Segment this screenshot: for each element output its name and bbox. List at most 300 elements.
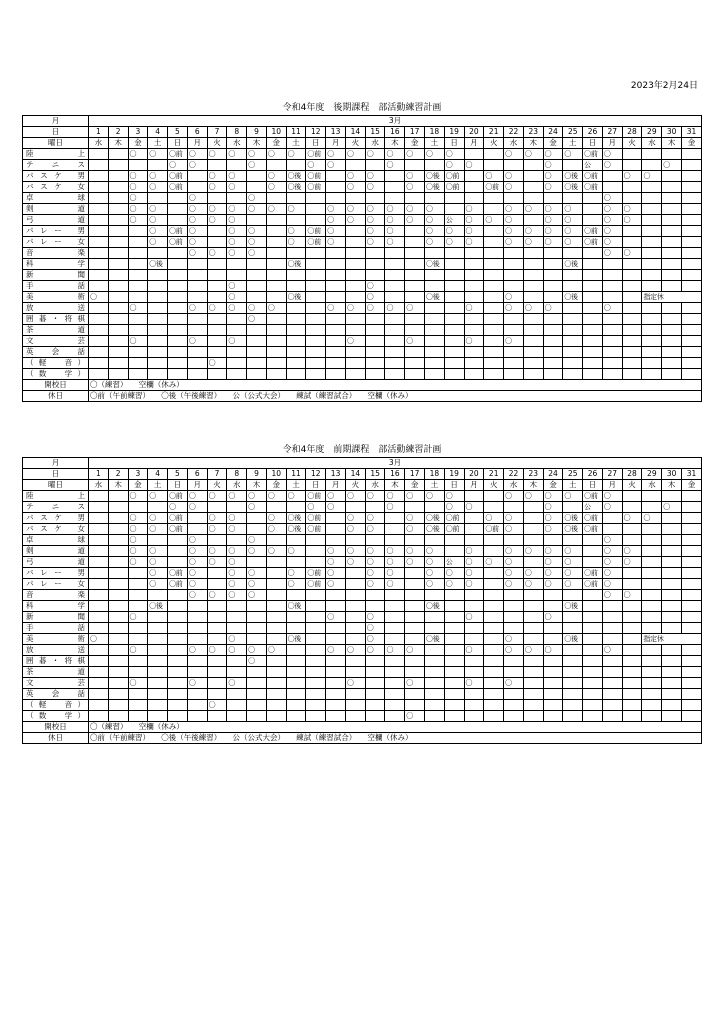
schedule-cell [108, 579, 128, 590]
club-row [23, 546, 702, 557]
schedule-cell [464, 193, 484, 204]
schedule-cell [286, 325, 306, 336]
schedule-cell: 〇 [504, 171, 524, 182]
schedule-cell [128, 226, 148, 237]
schedule-cell [187, 601, 207, 612]
club-name: 剣 道 [23, 204, 89, 215]
schedule-cell [207, 369, 227, 380]
schedule-cell [681, 667, 701, 678]
day-number: 17 [405, 127, 425, 138]
schedule-cell: 〇 [207, 303, 227, 314]
schedule-cell: 〇前 [168, 149, 188, 160]
club-row [23, 226, 702, 237]
schedule-cell: 〇 [227, 149, 247, 160]
schedule-cell: 〇 [128, 303, 148, 314]
weekday-name: 金 [681, 138, 701, 149]
schedule-cell [681, 325, 701, 336]
schedule-cell: 〇 [326, 237, 346, 248]
schedule-cell [662, 248, 682, 259]
schedule-cell [583, 711, 603, 722]
schedule-cell: 〇 [286, 237, 306, 248]
club-name: 囲碁・将棋 [23, 656, 89, 667]
schedule-cell [286, 358, 306, 369]
weekday-name: 木 [385, 138, 405, 149]
schedule-cell: 〇 [227, 215, 247, 226]
schedule-cell [108, 204, 128, 215]
schedule-cell [563, 303, 583, 314]
weekday-name: 月 [187, 138, 207, 149]
schedule-cell [207, 601, 227, 612]
schedule-cell [464, 623, 484, 634]
weekday-name: 金 [266, 480, 286, 491]
schedule-cell [286, 336, 306, 347]
schedule-cell [681, 336, 701, 347]
weekday-name: 木 [385, 480, 405, 491]
weekday-name: 土 [425, 480, 445, 491]
schedule-cell: 〇 [523, 226, 543, 237]
schedule-cell [227, 325, 247, 336]
schedule-cell [187, 667, 207, 678]
schedule-cell: 〇 [286, 204, 306, 215]
schedule-cell [168, 336, 188, 347]
schedule-cell: 〇 [345, 524, 365, 535]
schedule-cell [444, 314, 464, 325]
schedule-cell: 〇 [227, 491, 247, 502]
schedule-cell [187, 369, 207, 380]
schedule-cell: 〇 [504, 303, 524, 314]
schedule-cell [128, 689, 148, 700]
schedule-cell [108, 568, 128, 579]
schedule-cell [504, 700, 524, 711]
schedule-cell [108, 303, 128, 314]
schedule-cell: 〇 [247, 314, 267, 325]
day-number: 5 [168, 469, 188, 480]
weekday-name: 水 [504, 480, 524, 491]
schedule-cell [266, 689, 286, 700]
schedule-cell [642, 524, 662, 535]
schedule-cell [326, 656, 346, 667]
schedule-cell [444, 689, 464, 700]
schedule-cell [681, 612, 701, 623]
schedule-cell [662, 281, 682, 292]
schedule-cell [326, 336, 346, 347]
weekday-name: 火 [622, 480, 642, 491]
schedule-cell [148, 358, 168, 369]
club-name: （数 学） [23, 369, 89, 380]
schedule-cell: 〇 [128, 513, 148, 524]
schedule-cell [523, 667, 543, 678]
schedule-cell [642, 160, 662, 171]
schedule-cell: 〇 [385, 237, 405, 248]
day-number: 24 [543, 127, 563, 138]
schedule-cell [365, 193, 385, 204]
schedule-cell [89, 193, 109, 204]
schedule-cell: 〇後 [286, 634, 306, 645]
schedule-cell: 〇 [504, 336, 524, 347]
schedule-cell: 〇 [187, 557, 207, 568]
schedule-cell [484, 667, 504, 678]
schedule-cell [286, 656, 306, 667]
schedule-cell: 公 [583, 160, 603, 171]
schedule-cell [365, 270, 385, 281]
schedule-cell [385, 182, 405, 193]
schedule-cell [306, 645, 326, 656]
schedule-cell [187, 612, 207, 623]
schedule-cell: 〇 [365, 491, 385, 502]
schedule-cell: 〇前 [583, 237, 603, 248]
schedule-cell [484, 248, 504, 259]
schedule-cell [326, 590, 346, 601]
schedule-cell: 〇前 [583, 513, 603, 524]
schedule-cell [168, 700, 188, 711]
club-row [23, 601, 702, 612]
schedule-cell [227, 700, 247, 711]
schedule-cell [207, 667, 227, 678]
schedule-cell: 〇 [286, 568, 306, 579]
schedule-cell [484, 149, 504, 160]
schedule-cell [365, 160, 385, 171]
schedule-cell [108, 182, 128, 193]
schedule-cell: 〇 [266, 524, 286, 535]
schedule-cell [681, 226, 701, 237]
schedule-cell [504, 689, 524, 700]
schedule-cell [168, 601, 188, 612]
schedule-cell: 〇 [543, 182, 563, 193]
schedule-cell [681, 314, 701, 325]
schedule-cell: 〇 [365, 171, 385, 182]
schedule-cell [484, 347, 504, 358]
schedule-cell [148, 689, 168, 700]
schedule-cell [484, 259, 504, 270]
open-day-legend: 〇（練習） 空欄（休み） [89, 722, 702, 733]
day-number: 4 [148, 469, 168, 480]
schedule-cell [266, 535, 286, 546]
schedule-cell: 〇 [523, 149, 543, 160]
schedule-cell [306, 711, 326, 722]
schedule-cell: 〇前 [484, 182, 504, 193]
schedule-cell: 〇 [128, 546, 148, 557]
schedule-cell [286, 270, 306, 281]
schedule-cell [405, 623, 425, 634]
day-number: 31 [681, 469, 701, 480]
club-name: （数 学） [23, 711, 89, 722]
schedule-cell [266, 270, 286, 281]
schedule-cell [425, 270, 445, 281]
schedule-cell [425, 314, 445, 325]
schedule-cell [89, 237, 109, 248]
schedule-cell [681, 303, 701, 314]
schedule-cell [504, 623, 524, 634]
schedule-cell [168, 535, 188, 546]
schedule-cell: 〇 [543, 160, 563, 171]
schedule-cell [266, 557, 286, 568]
schedule-cell [444, 248, 464, 259]
schedule-cell [662, 491, 682, 502]
schedule-cell [89, 656, 109, 667]
schedule-cell [128, 502, 148, 513]
schedule-cell [306, 204, 326, 215]
schedule-cell [444, 259, 464, 270]
day-number: 4 [148, 127, 168, 138]
schedule-cell [425, 336, 445, 347]
schedule-cell: 〇 [365, 226, 385, 237]
holiday-label: 休日 [23, 733, 89, 744]
schedule-cell [662, 314, 682, 325]
weekday-name: 木 [523, 480, 543, 491]
schedule-cell [622, 160, 642, 171]
schedule-cell: 〇 [187, 546, 207, 557]
schedule-cell [642, 149, 662, 160]
schedule-cell: 〇 [148, 524, 168, 535]
schedule-cell [681, 579, 701, 590]
schedule-cell [326, 182, 346, 193]
schedule-cell [266, 226, 286, 237]
schedule-cell [543, 711, 563, 722]
schedule-cell [108, 535, 128, 546]
schedule-cell [187, 325, 207, 336]
schedule-cell [247, 623, 267, 634]
schedule-cell [187, 700, 207, 711]
month-label: 月 [23, 116, 89, 127]
schedule-cell [504, 535, 524, 546]
schedule-cell [89, 579, 109, 590]
schedule-cell [187, 711, 207, 722]
schedule-cell [543, 623, 563, 634]
schedule-cell [89, 259, 109, 270]
club-row [23, 292, 702, 303]
schedule-cell [523, 711, 543, 722]
schedule-cell [108, 700, 128, 711]
schedule-cell [89, 590, 109, 601]
schedule-cell [681, 535, 701, 546]
holiday-label: 休日 [23, 391, 89, 402]
schedule-cell [484, 303, 504, 314]
schedule-cell [266, 259, 286, 270]
schedule-cell [662, 513, 682, 524]
schedule-cell [405, 259, 425, 270]
schedule-cell [286, 689, 306, 700]
weekday-name: 日 [168, 480, 188, 491]
schedule-cell [563, 623, 583, 634]
schedule-cell [405, 601, 425, 612]
schedule-cell [345, 568, 365, 579]
schedule-cell [187, 513, 207, 524]
day-number: 21 [484, 469, 504, 480]
schedule-cell [484, 369, 504, 380]
schedule-title: 令和4年度 前期課程 部活動練習計画 [282, 445, 442, 455]
club-name: 文 芸 [23, 678, 89, 689]
schedule-cell [207, 237, 227, 248]
schedule-cell [306, 292, 326, 303]
holiday-row [23, 391, 702, 402]
schedule-cell [187, 259, 207, 270]
schedule-cell [464, 601, 484, 612]
schedule-cell: 〇 [444, 149, 464, 160]
schedule-cell [484, 204, 504, 215]
schedule-cell: 〇後 [286, 171, 306, 182]
schedule-cell [642, 347, 662, 358]
schedule-cell [622, 347, 642, 358]
schedule-cell: 〇 [247, 204, 267, 215]
weekday-name: 日 [168, 138, 188, 149]
day-number: 22 [504, 127, 524, 138]
schedule-cell [622, 292, 642, 303]
schedule-cell: 〇 [543, 645, 563, 656]
schedule-cell: 〇 [405, 149, 425, 160]
schedule-cell [662, 546, 682, 557]
schedule-cell [89, 303, 109, 314]
club-row [23, 689, 702, 700]
schedule-cell [207, 656, 227, 667]
club-row [23, 204, 702, 215]
schedule-cell [108, 325, 128, 336]
schedule-cell [563, 667, 583, 678]
schedule-cell [326, 535, 346, 546]
schedule-cell [385, 590, 405, 601]
schedule-cell [662, 667, 682, 678]
schedule-cell [425, 623, 445, 634]
schedule-cell [187, 182, 207, 193]
schedule-cell: 〇 [563, 215, 583, 226]
schedule-cell [108, 237, 128, 248]
schedule-cell: 〇 [464, 502, 484, 513]
weekday-name: 日 [583, 480, 603, 491]
schedule-cell: 〇 [602, 502, 622, 513]
schedule-cell [108, 557, 128, 568]
open-day-row [23, 722, 702, 733]
weekday-name: 火 [484, 480, 504, 491]
schedule-cell [622, 226, 642, 237]
schedule-cell: 〇前 [168, 579, 188, 590]
schedule-cell [405, 226, 425, 237]
day-number: 24 [543, 469, 563, 480]
schedule-cell [563, 612, 583, 623]
day-number: 20 [464, 469, 484, 480]
schedule-cell [563, 535, 583, 546]
schedule-cell [464, 513, 484, 524]
schedule-cell: 〇 [602, 226, 622, 237]
schedule-cell [266, 634, 286, 645]
schedule-cell [602, 689, 622, 700]
schedule-cell: 〇 [504, 226, 524, 237]
schedule-cell: 〇後 [286, 601, 306, 612]
schedule-cell [642, 601, 662, 612]
schedule-cell [286, 612, 306, 623]
club-row [23, 149, 702, 160]
schedule-cell: 〇 [247, 645, 267, 656]
schedule-cell [128, 248, 148, 259]
day-number: 26 [583, 127, 603, 138]
club-row [23, 325, 702, 336]
schedule-cell: 〇 [306, 160, 326, 171]
schedule-cell [405, 568, 425, 579]
schedule-cell: 〇 [326, 568, 346, 579]
schedule-cell [365, 336, 385, 347]
schedule-cell [642, 678, 662, 689]
schedule-cell [345, 634, 365, 645]
schedule-cell [622, 700, 642, 711]
schedule-cell [385, 535, 405, 546]
schedule-cell [266, 160, 286, 171]
club-row [23, 711, 702, 722]
schedule-cell: 〇 [523, 204, 543, 215]
schedule-cell: 〇 [148, 204, 168, 215]
schedule-cell [108, 226, 128, 237]
schedule-cell [247, 171, 267, 182]
schedule-cell [642, 303, 662, 314]
club-row [23, 667, 702, 678]
club-row [23, 524, 702, 535]
schedule-cell: 〇 [405, 678, 425, 689]
schedule-cell [464, 689, 484, 700]
schedule-cell: 〇 [345, 546, 365, 557]
schedule-cell [602, 513, 622, 524]
schedule-cell [168, 193, 188, 204]
schedule-cell: 〇 [425, 568, 445, 579]
schedule-cell: 〇 [128, 491, 148, 502]
schedule-cell [602, 612, 622, 623]
weekday-label: 曜日 [23, 480, 89, 491]
schedule-cell [108, 314, 128, 325]
schedule-cell [662, 557, 682, 568]
schedule-cell [602, 336, 622, 347]
schedule-cell [523, 325, 543, 336]
schedule-cell [148, 314, 168, 325]
holiday-legend: 〇前（午前練習） 〇後（午後練習） 公（公式大会） 練試（練習試合） 空欄（休み） [89, 391, 702, 402]
club-row [23, 612, 702, 623]
schedule-cell: 〇 [504, 579, 524, 590]
schedule-cell [563, 281, 583, 292]
holiday-legend: 〇前（午前練習） 〇後（午後練習） 公（公式大会） 練試（練習試合） 空欄（休み） [89, 733, 702, 744]
schedule-cell [306, 623, 326, 634]
schedule-cell: 〇 [227, 513, 247, 524]
schedule-cell [464, 281, 484, 292]
schedule-cell: 〇後 [286, 524, 306, 535]
schedule-cell [523, 369, 543, 380]
schedule-cell [286, 678, 306, 689]
schedule-cell [583, 656, 603, 667]
schedule-cell [227, 193, 247, 204]
schedule-cell: 〇 [563, 491, 583, 502]
schedule-cell [365, 601, 385, 612]
schedule-cell [602, 171, 622, 182]
schedule-cell [345, 259, 365, 270]
schedule-cell: 〇 [89, 292, 109, 303]
schedule-cell: 〇 [345, 204, 365, 215]
schedule-cell [523, 215, 543, 226]
schedule-cell [286, 667, 306, 678]
schedule-cell [365, 667, 385, 678]
schedule-cell [148, 645, 168, 656]
day-number: 28 [622, 127, 642, 138]
day-number: 8 [227, 469, 247, 480]
schedule-cell [89, 700, 109, 711]
schedule-cell [89, 204, 109, 215]
schedule-cell: 〇 [168, 160, 188, 171]
schedule-cell [622, 193, 642, 204]
schedule-cell [425, 656, 445, 667]
schedule-cell: 〇 [266, 491, 286, 502]
schedule-table [22, 457, 702, 744]
schedule-cell [385, 369, 405, 380]
schedule-cell [385, 612, 405, 623]
schedule-cell [227, 689, 247, 700]
schedule-cell [187, 689, 207, 700]
schedule-cell: 〇 [425, 546, 445, 557]
schedule-cell [543, 193, 563, 204]
schedule-cell: 〇 [227, 336, 247, 347]
weekday-name: 月 [187, 480, 207, 491]
